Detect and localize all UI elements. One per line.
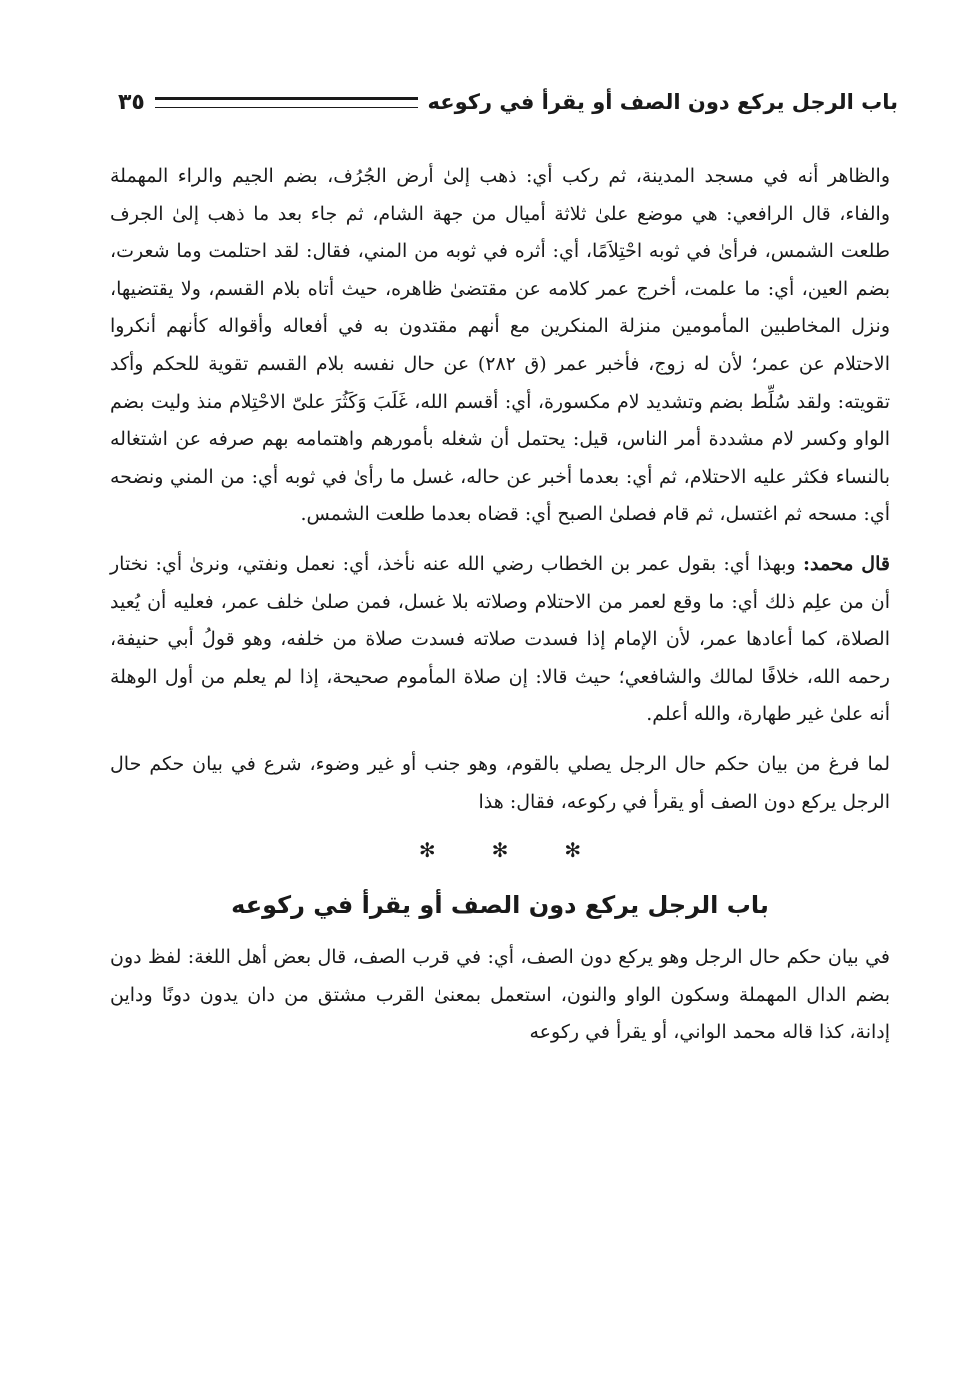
page-number: ٣٥ bbox=[118, 89, 145, 115]
page-header bbox=[118, 84, 898, 120]
qala-muhammad-label: قال محمد: bbox=[803, 552, 890, 575]
paragraph-section-intro: في بيان حكم حال الرجل وهو يركع دون الصف، أي: في قرب الصف، قال بعض أهل اللغة: لفظ دون بضم الدال المهملة وسكون الواو والنون، استعمل بمعنىٰ القرب مشتق من دان يدون دونًا وداين إدانة، كذا قاله محمد الواني، أو يقرأ في ركوعه bbox=[110, 946, 890, 1044]
page-body bbox=[110, 158, 890, 1052]
qala-muhammad-text: وبهذا أي: بقول عمر بن الخطاب رضي الله عنه نأخذ، أي: نعمل ونفتي، ونرىٰ أي: نختار أن من علِم ذلك أي: ما وقع لعمر من الاحتلام وصلاته بلا غسل، فمن صلىٰ خلف عمر، فعليه أن يُعيد الصلاة، كما أعادها عمر، لأن الإمام إذا فسدت صلاته فسدت صلاة من خلفه، وهو قولُ أبي حنيفة، رحمه الله، خلافًا لمالك والشافعي؛ حيث قالا: إن صلاة المأموم صحيحة، إذا لم يعلم من أول الوهلة أنه علىٰ غير طهارة، والله أعلم. bbox=[110, 552, 890, 726]
separator-stars: ✻✻✻ bbox=[418, 838, 638, 863]
running-title: باب الرجل يركع دون الصف أو يقرأ في ركوعه bbox=[427, 90, 898, 114]
header-rule bbox=[155, 97, 418, 108]
section-heading: باب الرجل يركع دون الصف أو يقرأ في ركوعه bbox=[231, 891, 769, 920]
paragraph-commentary: والظاهر أنه في مسجد المدينة، ثم ركب أي: ذهب إلىٰ أرض الجُرُف، بضم الجيم والراء المهملة والفاء، قال الرافعي: هي موضع علىٰ ثلاثة أميال من جهة الشام، ثم جاء بعد ما ذهب إلىٰ الجرف طلعت الشمس، فرأىٰ في ثوبه احْتِلاَمًا، أي: أثره في ثوبه من المني، فقال: لقد احتلمت وما شعرت، بضم العين، أي: ما علمت، أخرج عمر كلامه عن مقتضىٰ ظاهره، حيث أتاه بلام القسم، ولا يقتضيها، ونزل المخاطبين المأمومين منزلة المنكرين مع أنهم مقتدون به في أفعاله وأقواله كأنهم أنكروا الاحتلام عن عمر؛ لأن له زوج، فأخبر عمر (ق ٢٨٢) عن حال نفسه بلام القسم تقوية للحكم وأكد تقويته: ولقد سُلِّط بضم وتشديد لام مكسورة، أي: أقسم الله، غَلَبَ وَكَثُرَ علىّ الاحْتِلام منذ وليت بضم الواو وكسر لام مشددة أمر الناس، قيل: يحتمل أن شغله بأمورهم واهتمامه بهم صرفه عن اشتغاله بالنساء فكثر عليه الاحتلام، ثم أي: بعدما أخبر عن حاله، غسل ما رأىٰ في ثوبه أي: من المني ونضحه أي: مسحه ثم اغتسل، ثم قام فصلىٰ الصبح أي: قضاه بعدما طلعت الشمس. bbox=[110, 165, 891, 526]
paragraph-transition: لما فرغ من بيان حكم حال الرجل يصلي بالقوم، وهو جنب أو غير وضوء، شرع في بيان حكم حال الرجل يركع دون الصف أو يقرأ في ركوعه، فقال: هذا bbox=[110, 752, 891, 813]
paragraph-qala-muhammad bbox=[110, 546, 890, 734]
